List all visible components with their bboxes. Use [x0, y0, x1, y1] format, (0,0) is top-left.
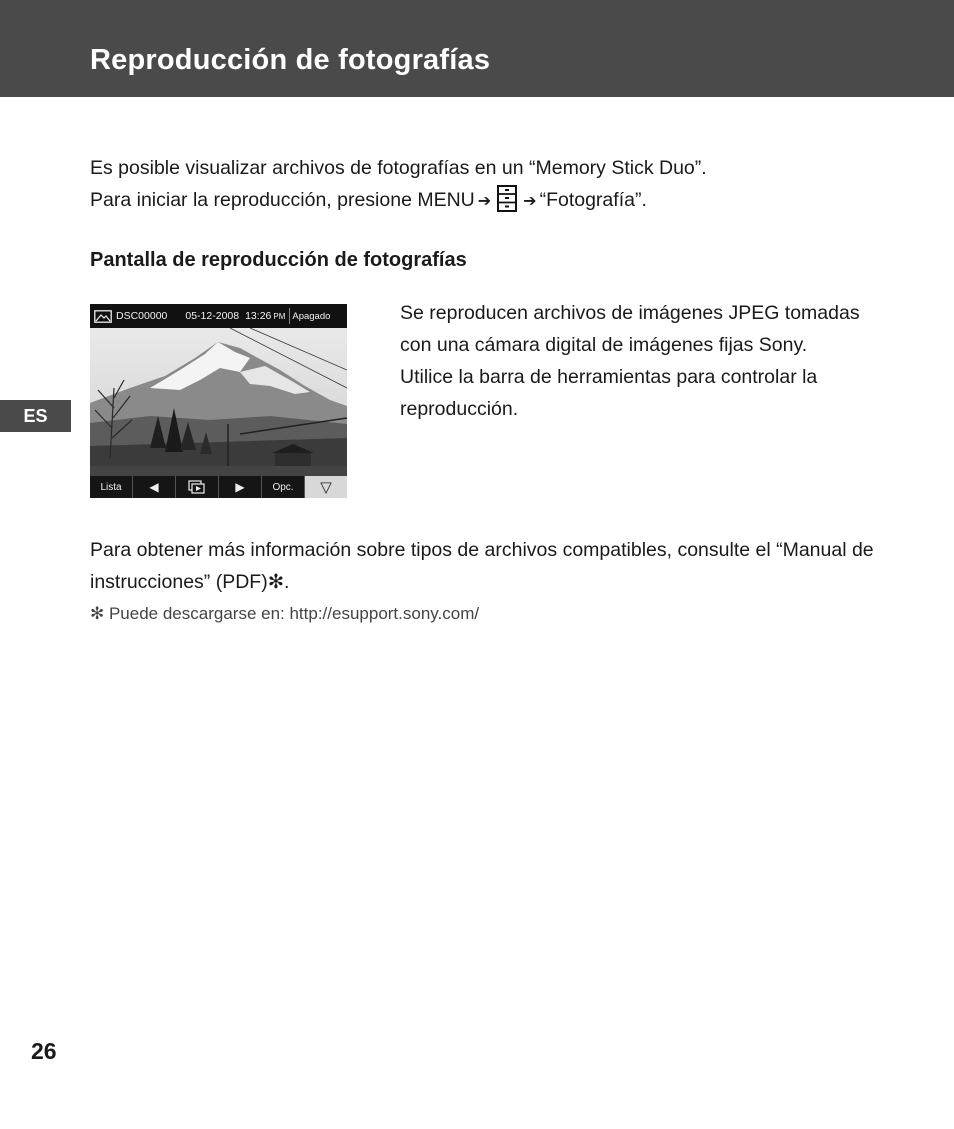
slideshow-button[interactable] [176, 476, 219, 498]
mountain-photo [90, 328, 347, 478]
language-tab: ES [0, 400, 71, 432]
arrow-right-icon: ➔ [523, 193, 537, 210]
screen-status-bar [90, 304, 347, 328]
file-date: 05-12-2008 [185, 310, 240, 322]
description-paragraph-1: Se reproducen archivos de imágenes JPEG tomadas con una cámara digital de imágenes fijas Sony. [400, 302, 860, 356]
section-heading: Pantalla de reproducción de fotografías [90, 249, 467, 271]
page-title: Reproducción de fotografías [90, 44, 491, 76]
footnote: ✻ Puede descargarse en: http://esupport.sony.com/ [90, 604, 480, 623]
status-divider [289, 308, 290, 324]
slideshow-icon [188, 480, 206, 494]
screen-description [400, 297, 870, 425]
hide-toolbar-button[interactable]: ▽ [305, 476, 347, 498]
list-button[interactable]: Lista [90, 476, 133, 498]
time-suffix: PM [273, 311, 286, 321]
page-number: 26 [31, 1038, 57, 1064]
slideshow-status: Apagado [292, 310, 331, 322]
description-paragraph-2: Utilice la barra de herramientas para controlar la reproducción. [400, 366, 818, 420]
playback-toolbar [90, 476, 347, 498]
previous-button[interactable]: ◀ [133, 476, 176, 498]
file-time: 13:26 [245, 310, 272, 322]
more-info-text: Para obtener más información sobre tipos de archivos compatibles, consulte el “Manual de instrucciones” (PDF)✻. [90, 539, 874, 593]
more-info-paragraph [90, 534, 890, 598]
next-button[interactable]: ▶ [219, 476, 262, 498]
film-cabinet-icon [496, 185, 518, 213]
header-band [0, 0, 954, 97]
intro-line-2-start: Para iniciar la reproducción, presione MENU [90, 189, 475, 211]
intro-line-2-end: “Fotografía”. [539, 189, 647, 211]
options-button[interactable]: Opc. [262, 476, 305, 498]
arrow-right-icon: ➔ [477, 193, 492, 210]
intro-paragraph [90, 152, 890, 218]
file-name: DSC00000 [116, 310, 168, 322]
intro-line-2 [90, 184, 890, 218]
intro-line-1: Es posible visualizar archivos de fotografías en un “Memory Stick Duo”. [90, 157, 707, 179]
photo-icon [94, 310, 112, 323]
playback-screen-illustration [90, 304, 347, 498]
